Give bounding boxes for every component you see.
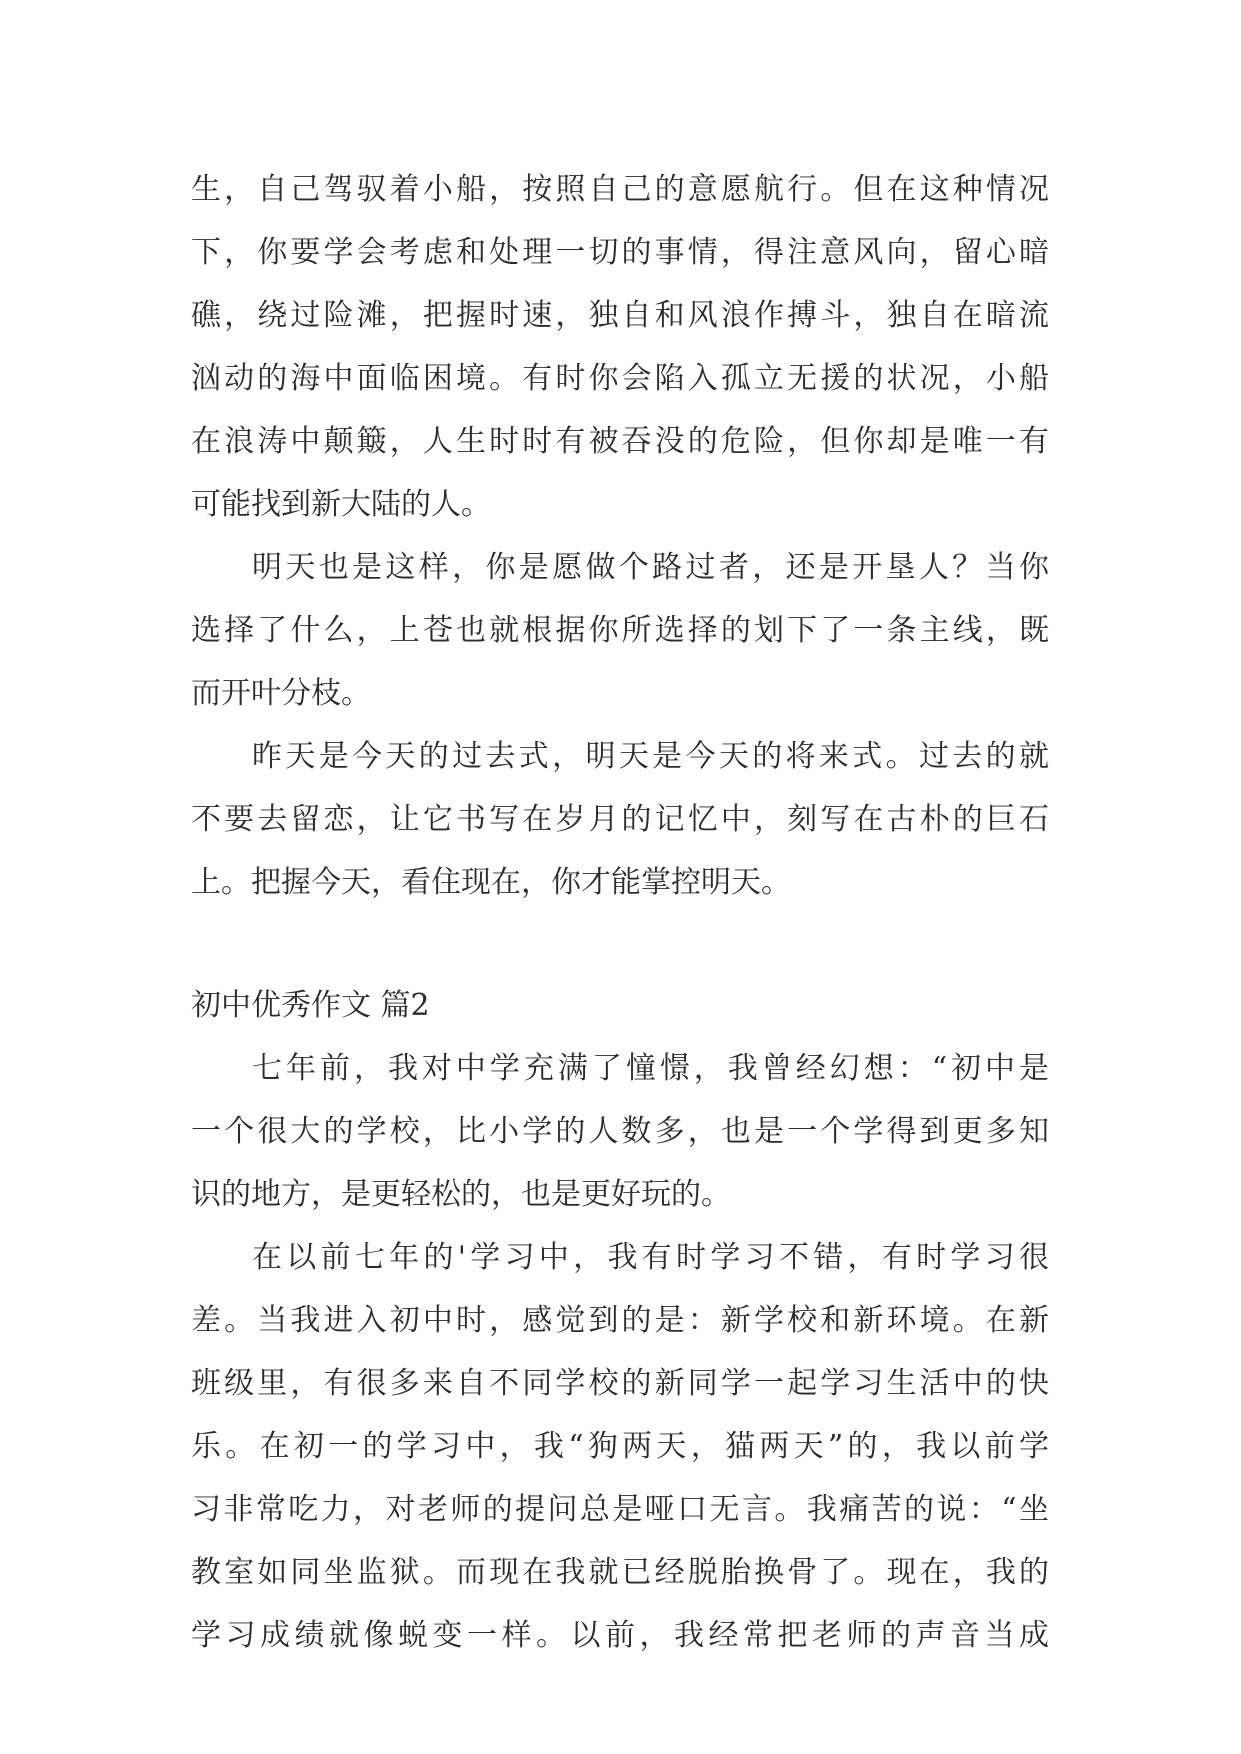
- text-line: 差。当我进入初中时，感觉到的是：新学校和新环境。在新: [191, 1303, 1049, 1338]
- text-line: 明天也是这样，你是愿做个路过者，还是开垦人？当你: [252, 550, 1049, 585]
- text-line: 习非常吃力，对老师的提问总是哑口无言。我痛苦的说：“坐: [191, 1492, 1049, 1527]
- text-line: 昨天是今天的过去式，明天是今天的将来式。过去的就: [252, 739, 1049, 774]
- text-line: 上。把握今天，看住现在，你才能掌控明天。: [191, 865, 791, 900]
- text-line: 一个很大的学校，比小学的人数多，也是一个学得到更多知: [191, 1114, 1049, 1149]
- text-line: 在以前七年的'学习中，我有时学习不错，有时学习很: [252, 1240, 1049, 1275]
- section-heading: 初中优秀作文 篇2: [191, 988, 430, 1023]
- text-line: 下，你要学会考虑和处理一切的事情，得注意风向，留心暗: [191, 235, 1049, 270]
- text-line: 而开叶分枝。: [191, 676, 371, 711]
- paragraph-1: [191, 158, 1049, 536]
- paragraph-5: [191, 1226, 1049, 1667]
- text-line: 选择了什么，上苍也就根据你所选择的划下了一条主线，既: [191, 613, 1049, 648]
- text-line: 七年前，我对中学充满了憧憬，我曾经幻想：“初中是: [252, 1051, 1049, 1086]
- text-line: 在浪涛中颠簸，人生时时有被吞没的危险，但你却是唯一有: [191, 424, 1049, 459]
- text-line: 生，自己驾驭着小船，按照自己的意愿航行。但在这种情况: [191, 172, 1049, 207]
- text-line: 乐。在初一的学习中，我“狗两天，猫两天”的，我以前学: [191, 1429, 1049, 1464]
- text-line: 识的地方，是更轻松的，也是更好玩的。: [191, 1177, 731, 1212]
- text-line: 可能找到新大陆的人。: [191, 487, 491, 522]
- text-line: 学习成绩就像蜕变一样。以前，我经常把老师的声音当成: [191, 1618, 1049, 1653]
- paragraph-2: [191, 536, 1049, 725]
- document-body: [191, 158, 1049, 1667]
- paragraph-3: [191, 725, 1049, 914]
- text-line: 汹动的海中面临困境。有时你会陷入孤立无援的状况，小船: [191, 361, 1049, 396]
- text-line: 礁，绕过险滩，把握时速，独自和风浪作搏斗，独自在暗流: [191, 298, 1049, 333]
- text-line: 不要去留恋，让它书写在岁月的记忆中，刻写在古朴的巨石: [191, 802, 1049, 837]
- section-spacer: [191, 914, 1049, 974]
- paragraph-4: [191, 1037, 1049, 1226]
- text-line: 教室如同坐监狱。而现在我就已经脱胎换骨了。现在，我的: [191, 1555, 1049, 1590]
- text-line: 班级里，有很多来自不同学校的新同学一起学习生活中的快: [191, 1366, 1049, 1401]
